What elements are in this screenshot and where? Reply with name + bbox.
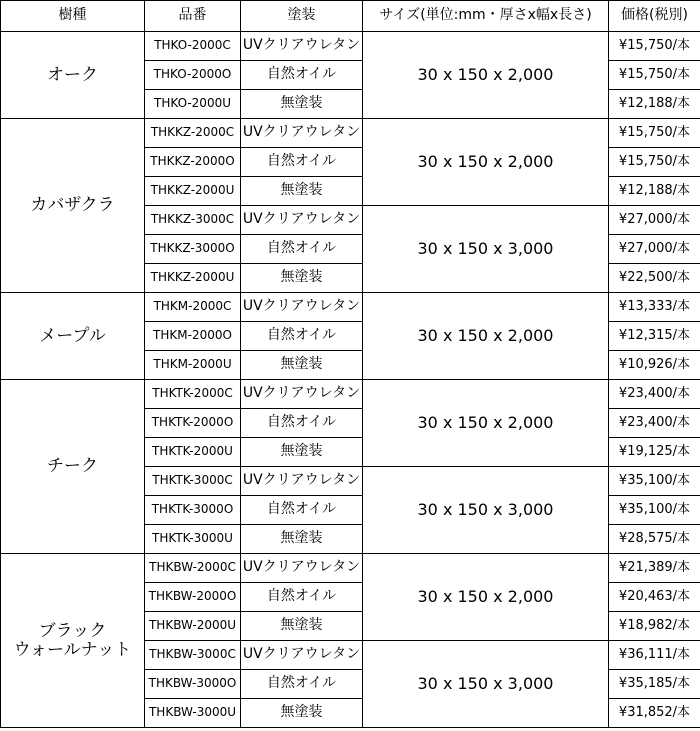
product-code: THKTK-2000O: [145, 409, 241, 438]
header-code: 品番: [145, 1, 241, 32]
price-cell: ¥12,188/本: [609, 177, 700, 206]
product-code: THKTK-3000U: [145, 525, 241, 554]
wood-label: オーク: [47, 64, 98, 85]
header-finish: 塗装: [241, 1, 363, 32]
price-cell: ¥15,750/本: [609, 148, 700, 177]
finish-type: 自然オイル: [241, 148, 363, 177]
wood-cell: [1, 380, 145, 554]
finish-type: 無塗装: [241, 699, 363, 728]
product-code: THKBW-2000U: [145, 612, 241, 641]
product-code: THKKZ-2000U: [145, 264, 241, 293]
price-cell: ¥15,750/本: [609, 61, 700, 90]
wood-label: カバザクラ: [30, 195, 115, 216]
price-cell: ¥18,982/本: [609, 612, 700, 641]
product-code: THKKZ-3000O: [145, 235, 241, 264]
price-cell: ¥35,100/本: [609, 496, 700, 525]
product-code: THKM-2000C: [145, 293, 241, 322]
finish-type: 自然オイル: [241, 409, 363, 438]
table-row: [1, 554, 700, 583]
finish-type: 無塗装: [241, 525, 363, 554]
price-cell: ¥31,852/本: [609, 699, 700, 728]
product-code: THKKZ-3000C: [145, 206, 241, 235]
price-cell: ¥27,000/本: [609, 235, 700, 264]
price-cell: ¥27,000/本: [609, 206, 700, 235]
price-cell: ¥15,750/本: [609, 119, 700, 148]
table-body: [1, 32, 700, 728]
finish-type: 自然オイル: [241, 61, 363, 90]
price-cell: ¥10,926/本: [609, 351, 700, 380]
product-code: THKKZ-2000O: [145, 148, 241, 177]
table-row: [1, 32, 700, 61]
size-cell: 30 x 150 x 2,000: [363, 554, 609, 641]
price-cell: ¥28,575/本: [609, 525, 700, 554]
price-cell: ¥23,400/本: [609, 409, 700, 438]
finish-type: 自然オイル: [241, 670, 363, 699]
finish-type: UVクリアウレタン: [241, 380, 363, 409]
header-size: サイズ(単位:mm・厚さx幅x長さ): [363, 1, 609, 32]
product-code: THKBW-3000C: [145, 641, 241, 670]
price-cell: ¥35,185/本: [609, 670, 700, 699]
wood-label: チーク: [47, 456, 98, 477]
price-cell: ¥22,500/本: [609, 264, 700, 293]
finish-type: 無塗装: [241, 264, 363, 293]
finish-type: 無塗装: [241, 438, 363, 467]
size-cell: 30 x 150 x 2,000: [363, 380, 609, 467]
price-cell: ¥12,188/本: [609, 90, 700, 119]
product-code: THKO-2000O: [145, 61, 241, 90]
price-cell: ¥23,400/本: [609, 380, 700, 409]
finish-type: UVクリアウレタン: [241, 554, 363, 583]
finish-type: 自然オイル: [241, 322, 363, 351]
product-code: THKTK-2000C: [145, 380, 241, 409]
price-cell: ¥36,111/本: [609, 641, 700, 670]
price-cell: ¥12,315/本: [609, 322, 700, 351]
finish-type: UVクリアウレタン: [241, 206, 363, 235]
finish-type: 自然オイル: [241, 583, 363, 612]
product-code: THKTK-3000C: [145, 467, 241, 496]
finish-type: 自然オイル: [241, 496, 363, 525]
price-cell: ¥19,125/本: [609, 438, 700, 467]
finish-type: UVクリアウレタン: [241, 641, 363, 670]
wood-cell: [1, 293, 145, 380]
table-row: [1, 119, 700, 148]
product-code: THKO-2000C: [145, 32, 241, 61]
price-cell: ¥13,333/本: [609, 293, 700, 322]
price-cell: ¥20,463/本: [609, 583, 700, 612]
size-cell: 30 x 150 x 3,000: [363, 467, 609, 554]
product-code: THKBW-3000U: [145, 699, 241, 728]
finish-type: UVクリアウレタン: [241, 467, 363, 496]
size-cell: 30 x 150 x 2,000: [363, 119, 609, 206]
product-code: THKTK-2000U: [145, 438, 241, 467]
product-code: THKM-2000U: [145, 351, 241, 380]
product-code: THKKZ-2000C: [145, 119, 241, 148]
finish-type: UVクリアウレタン: [241, 32, 363, 61]
finish-type: 自然オイル: [241, 235, 363, 264]
size-cell: 30 x 150 x 3,000: [363, 641, 609, 728]
finish-type: 無塗装: [241, 177, 363, 206]
finish-type: UVクリアウレタン: [241, 293, 363, 322]
size-cell: 30 x 150 x 2,000: [363, 32, 609, 119]
price-cell: ¥21,389/本: [609, 554, 700, 583]
product-code: THKBW-3000O: [145, 670, 241, 699]
wood-cell: [1, 554, 145, 728]
wood-cell: [1, 32, 145, 119]
header-wood: 樹種: [1, 1, 145, 32]
price-cell: ¥15,750/本: [609, 32, 700, 61]
wood-label: メープル: [39, 325, 106, 346]
header-row: [1, 1, 700, 32]
product-code: THKM-2000O: [145, 322, 241, 351]
price-cell: ¥35,100/本: [609, 467, 700, 496]
product-code: THKKZ-2000U: [145, 177, 241, 206]
size-cell: 30 x 150 x 3,000: [363, 206, 609, 293]
product-code: THKO-2000U: [145, 90, 241, 119]
finish-type: 無塗装: [241, 90, 363, 119]
product-code: THKBW-2000O: [145, 583, 241, 612]
finish-type: UVクリアウレタン: [241, 119, 363, 148]
product-code: THKBW-2000C: [145, 554, 241, 583]
finish-type: 無塗装: [241, 612, 363, 641]
table-row: [1, 293, 700, 322]
header-price: 価格(税別): [609, 1, 700, 32]
table-row: [1, 380, 700, 409]
finish-type: 無塗装: [241, 351, 363, 380]
wood-label: ブラック ウォールナット: [13, 620, 132, 660]
product-code: THKTK-3000O: [145, 496, 241, 525]
wood-cell: [1, 119, 145, 293]
size-cell: 30 x 150 x 2,000: [363, 293, 609, 380]
